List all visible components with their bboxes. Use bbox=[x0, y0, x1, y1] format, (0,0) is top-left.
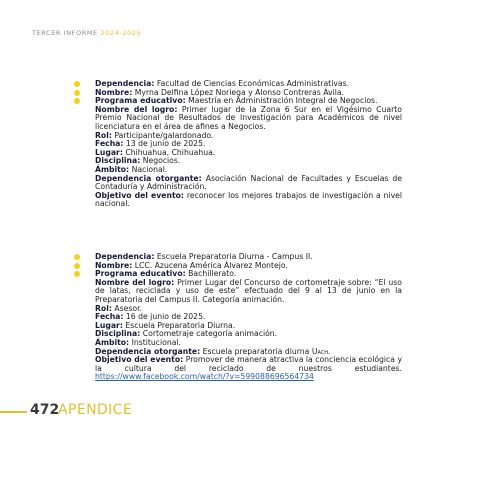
field-programa: Programa educativo: Bachillerato. bbox=[95, 269, 237, 279]
field-otorgante: Dependencia otorgante: Asociación Nacional de Facultades y Escuelas de Contaduría y Administración. bbox=[95, 173, 403, 192]
field-otorgante: Dependencia otorgante: Escuela preparatoria diurna Uach. bbox=[95, 346, 331, 356]
bullet-dot bbox=[74, 90, 80, 96]
field-logro: Nombre del logro: Primer Lugar del Concurso de cortometraje sobre: “El uso de latas, reciclada y uso de este” efectuado del 9 al 13 de junio en la Preparatoria del Campus II. Categoría animación. bbox=[95, 277, 402, 304]
bullet-dot bbox=[74, 263, 80, 269]
entry-1 bbox=[95, 80, 402, 209]
bullet-dot bbox=[74, 271, 80, 277]
field-fecha: Fecha: 13 de junio de 2025. bbox=[95, 139, 206, 149]
field-rol: Rol: Participante/galardonado. bbox=[95, 130, 214, 140]
facebook-link[interactable]: https://www.facebook.com/watch/?v=599088696564734 bbox=[95, 372, 314, 382]
footer-accent-line bbox=[0, 411, 27, 413]
field-nombre: Nombre: LCC. Azucena América Álvarez Montejo. bbox=[95, 260, 288, 270]
field-objetivo: Objetivo del evento: Promover de manera atractiva la conciencia ecológica y la cultura del reciclado de nuestros estudiantes. https://www.facebook.com/watch/?v=599088696564734 bbox=[95, 355, 403, 382]
section-title: APENDICE bbox=[58, 402, 133, 418]
field-disciplina: Disciplina: Cortometraje categoría animación. bbox=[95, 329, 278, 339]
report-header bbox=[32, 29, 141, 37]
field-objetivo: Objetivo del evento: reconocer los mejores trabajos de investigación a nivel nacional. bbox=[95, 190, 402, 209]
field-ambito: Ámbito: Institucional. bbox=[95, 337, 182, 347]
bullet-dot bbox=[74, 98, 80, 104]
page-number: 472 bbox=[30, 402, 60, 418]
field-nombre: Nombre: Myrna Delfina López Noriega y Alonso Contreras Ávila. bbox=[95, 87, 345, 97]
field-programa: Programa educativo: Maestría en Administración Integral de Negocios. bbox=[95, 96, 378, 106]
bullet-dot bbox=[74, 81, 80, 87]
field-dependencia: Dependencia: Facultad de Ciencias Económicas Administrativas. bbox=[95, 79, 350, 88]
report-years: 2024-2025 bbox=[100, 29, 142, 37]
field-rol: Rol: Asesor. bbox=[95, 303, 142, 313]
field-ambito: Ámbito: Nacional. bbox=[95, 164, 168, 174]
bullet-dot bbox=[74, 254, 80, 260]
field-dependencia: Dependencia: Escuela Preparatoria Diurna - Campus II. bbox=[95, 252, 313, 261]
report-title: TERCER INFORME bbox=[32, 29, 98, 37]
field-disciplina: Disciplina: Negocios. bbox=[95, 156, 181, 166]
field-fecha: Fecha: 16 de junio de 2025. bbox=[95, 312, 206, 322]
entry-2 bbox=[95, 253, 402, 382]
bullet-group bbox=[74, 254, 80, 280]
field-logro: Nombre del logro: Primer lugar de la Zona 6 Sur en el Vigésimo Cuarto Premio Nacional de Resultados de Investigación para Académicos de nivel licenciatura en el área de afines a Negocios. bbox=[95, 104, 402, 131]
field-lugar: Lugar: Escuela Preparatoria Diurna. bbox=[95, 320, 236, 330]
field-lugar: Lugar: Chihuahua, Chihuahua. bbox=[95, 147, 216, 157]
bullet-group bbox=[74, 81, 80, 107]
